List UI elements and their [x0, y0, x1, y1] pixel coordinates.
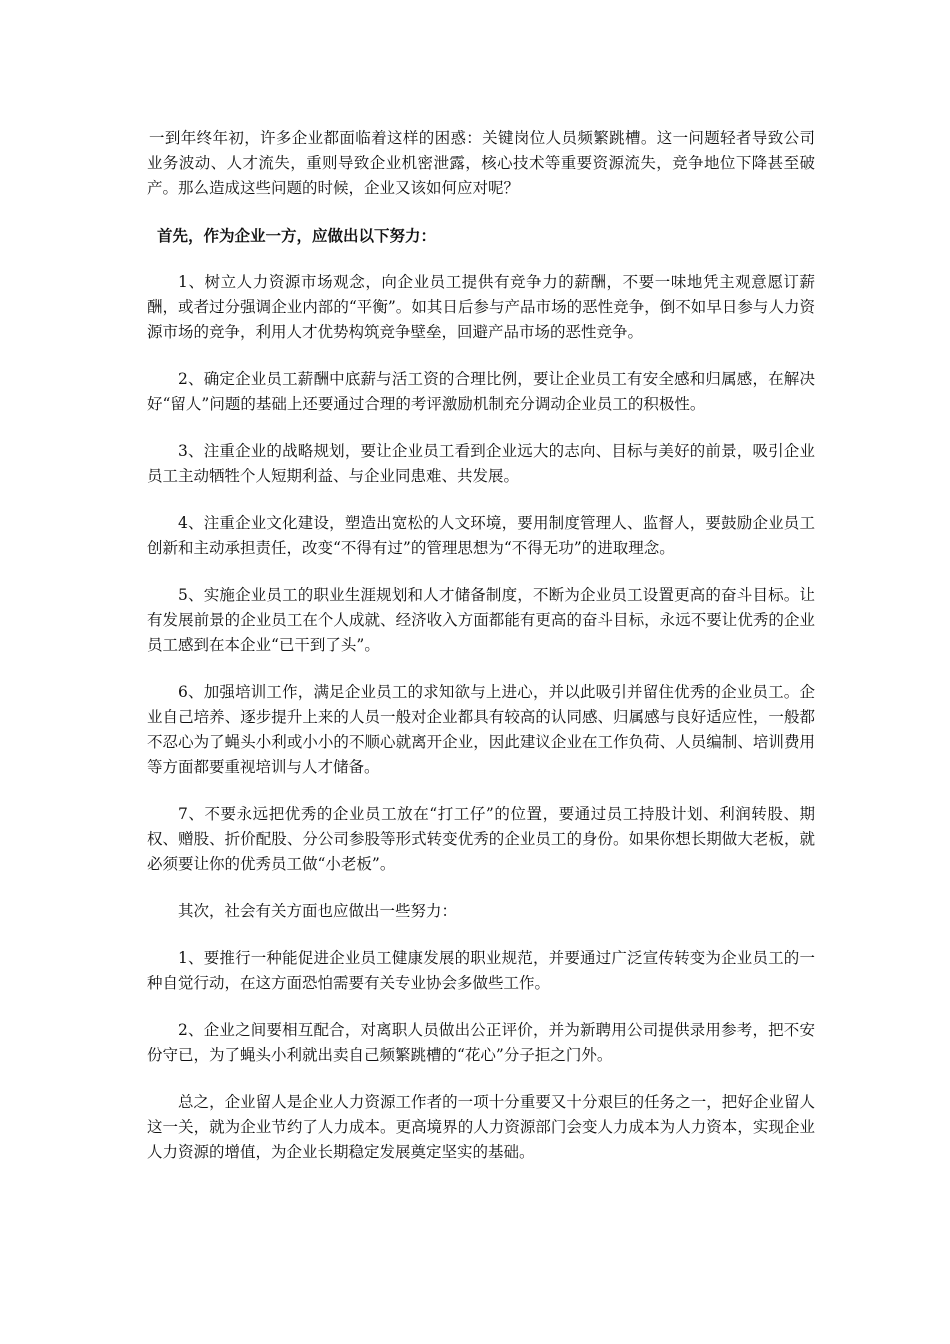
enterprise-item-1: 1、树立人力资源市场观念，向企业员工提供有竞争力的薪酬，不要一味地凭主观意愿订薪酬，或者过分强调企业内部的“平衡”。如其日后参与产品市场的恶性竞争，倒不如早日参与人力资源市场的竞争，利用人才优势构筑竞争壁垒，回避产品市场的恶性竞争。 [147, 273, 815, 341]
enterprise-item-7: 7、不要永远把优秀的企业员工放在“打工仔”的位置，要通过员工持股计划、利润转股、期权、赠股、折价配股、分公司参股等形式转变优秀的企业员工的身份。如果你想长期做大老板，就必须要让你的优秀员工做“小老板”。 [147, 805, 815, 873]
conclusion-paragraph: 总之，企业留人是企业人力资源工作者的一项十分重要又十分艰巨的任务之一，把好企业留人这一关，就为企业节约了人力成本。更高境界的人力资源部门会变人力成本为人力资本，实现企业人力资源的增值，为企业长期稳定发展奠定坚实的基础。 [147, 1093, 815, 1161]
enterprise-efforts-heading: 首先，作为企业一方，应做出以下努力： [157, 226, 437, 245]
enterprise-item-4: 4、注重企业文化建设，塑造出宽松的人文环境，要用制度管理人、监督人，要鼓励企业员工创新和主动承担责任，改变“不得有过”的管理思想为“不得无功”的进取理念。 [147, 514, 815, 557]
enterprise-item-2: 2、确定企业员工薪酬中底薪与活工资的合理比例，要让企业员工有安全感和归属感，在解决好“留人”问题的基础上还要通过合理的考评激励机制充分调动企业员工的积极性。 [147, 370, 815, 413]
enterprise-item-6: 6、加强培训工作，满足企业员工的求知欲与上进心，并以此吸引并留住优秀的企业员工。企业自己培养、逐步提升上来的人员一般对企业都具有较高的认同感、归属感与良好适应性，一般都不忍心为了蝇头小利或小小的不顺心就离开企业，因此建议企业在工作负荷、人员编制、培训费用等方面都要重视培训与人才储备。 [147, 683, 815, 776]
enterprise-item-5: 5、实施企业员工的职业生涯规划和人才储备制度，不断为企业员工设置更高的奋斗目标。让有发展前景的企业员工在个人成就、经济收入方面都能有更高的奋斗目标，永远不要让优秀的企业员工感到在本企业“已干到了头”。 [147, 586, 815, 654]
society-efforts-heading: 其次，社会有关方面也应做出一些努力： [178, 902, 458, 920]
intro-paragraph: 一到年终年初，许多企业都面临着这样的困惑：关键岗位人员频繁跳槽。这一问题轻者导致公司业务波动、人才流失，重则导致企业机密泄露，核心技术等重要资源流失，竞争地位下降甚至破产。那么造成这些问题的时候，企业又该如何应对呢？ [147, 129, 815, 197]
society-item-2: 2、企业之间要相互配合，对离职人员做出公正评价，并为新聘用公司提供录用参考，把不安份守已，为了蝇头小利就出卖自己频繁跳槽的“花心”分子拒之门外。 [147, 1021, 815, 1064]
enterprise-item-3: 3、注重企业的战略规划，要让企业员工看到企业远大的志向、目标与美好的前景，吸引企业员工主动牺牲个人短期利益、与企业同患难、共发展。 [147, 442, 815, 485]
document-body [147, 126, 815, 1187]
society-item-1: 1、要推行一种能促进企业员工健康发展的职业规范，并要通过广泛宣传转变为企业员工的一种自觉行动，在这方面恐怕需要有关专业协会多做些工作。 [147, 949, 815, 992]
